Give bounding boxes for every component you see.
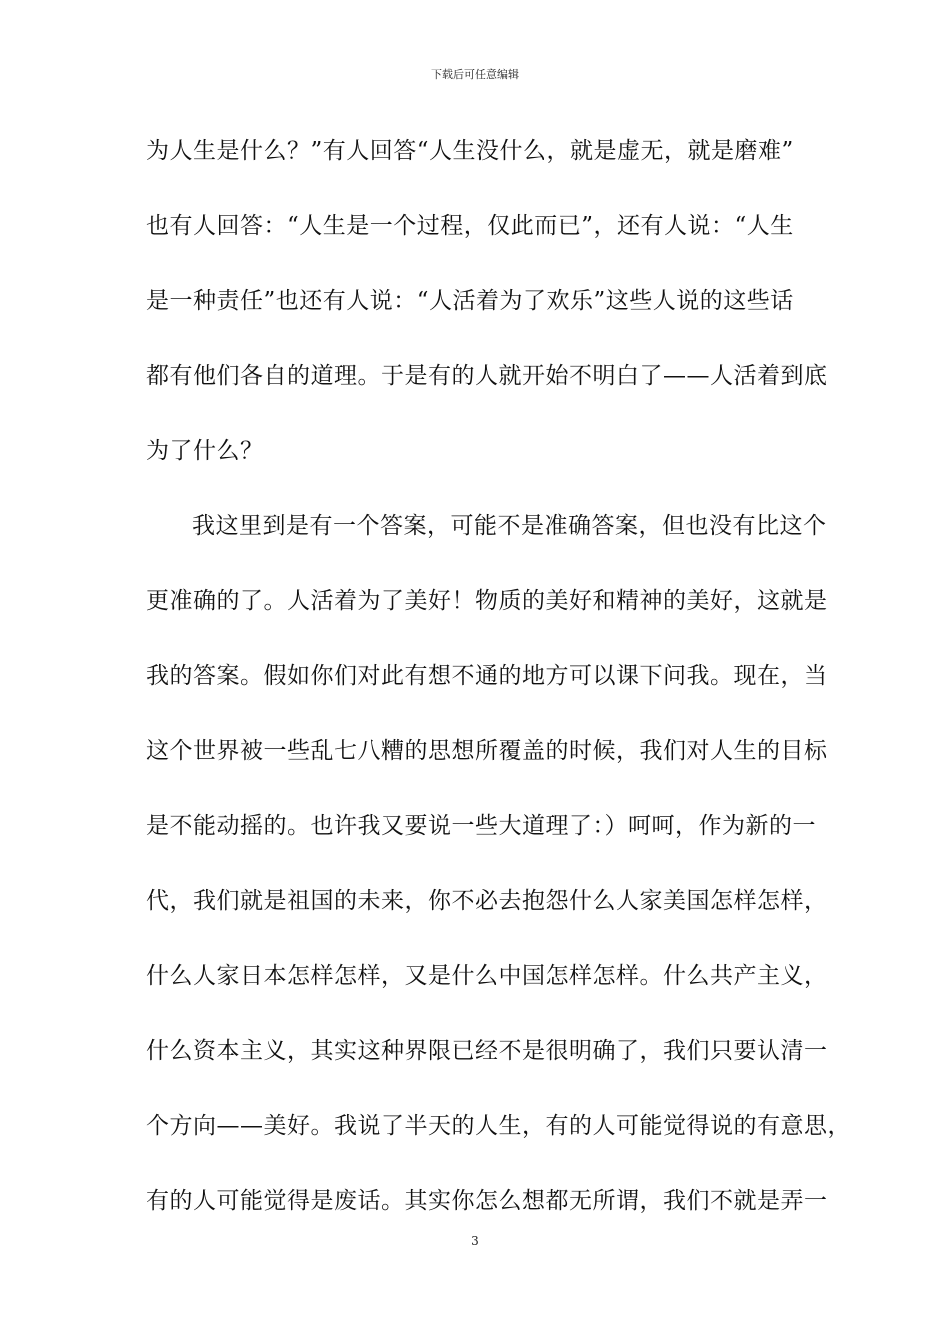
body-line: 有的人可能觉得是废话。其实你怎么想都无所谓，我们不就是弄一: [146, 1188, 828, 1214]
body-line: 也有人回答：“人生是一个过程，仅此而已”，还有人说：“人生: [146, 213, 794, 239]
body-line: 是不能动摇的。也许我又要说一些大道理了：）呵呵，作为新的一: [146, 813, 816, 839]
body-line: 什么人家日本怎样怎样，又是什么中国怎样怎样。什么共产主义，: [146, 963, 828, 989]
body-line: 我这里到是有一个答案，可能不是准确答案，但也没有比这个: [192, 513, 827, 539]
body-line: 这个世界被一些乱七八糟的思想所覆盖的时候，我们对人生的目标: [146, 738, 828, 764]
body-line: 代，我们就是祖国的未来，你不必去抱怨什么人家美国怎样怎样，: [146, 888, 828, 914]
body-line: 什么资本主义，其实这种界限已经不是很明确了，我们只要认清一: [146, 1038, 828, 1064]
body-line: 个方向——美好。我说了半天的人生，有的人可能觉得说的有意思，: [146, 1113, 851, 1139]
body-line: 为人生是什么？”有人回答“人生没什么，就是虚无，就是磨难”: [146, 138, 794, 164]
body-line: 是一种责任”也还有人说：“人活着为了欢乐”这些人说的这些话: [146, 288, 794, 314]
page-header: 下载后可任意编辑: [431, 68, 519, 81]
body-line: 都有他们各自的道理。于是有的人就开始不明白了——人活着到底: [146, 363, 828, 389]
body-line: 我的答案。假如你们对此有想不通的地方可以课下问我。现在，当: [146, 663, 828, 689]
body-line: 更准确的了。人活着为了美好！物质的美好和精神的美好，这就是: [146, 588, 828, 614]
page-number: 3: [471, 1234, 479, 1248]
body-line: 为了什么？: [146, 438, 264, 464]
